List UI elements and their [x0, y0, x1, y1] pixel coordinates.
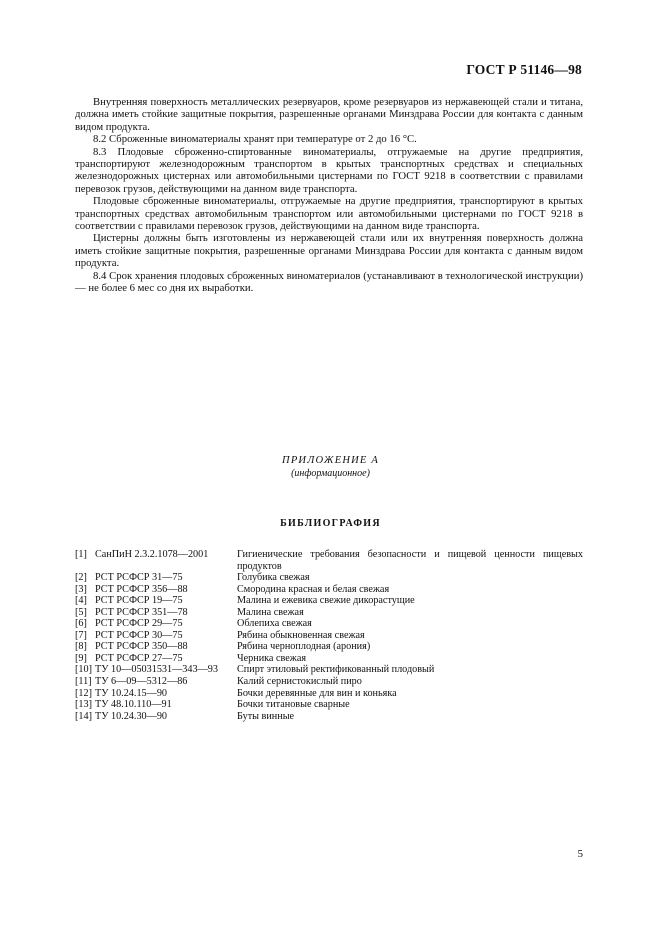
entry-title: Рябина обыкновенная свежая [237, 629, 365, 641]
entry-code: ТУ 48.10.110—91 [95, 699, 172, 711]
entry-title: Малина и ежевика свежие дикорастущие [237, 595, 415, 607]
entry-title: Рябина черноплодная (арония) [237, 641, 371, 653]
entry-title: Бочки деревянные для вин и коньяка [237, 687, 397, 699]
entry-title: Голубика свежая [237, 572, 310, 584]
entry-code: ТУ 10.24.30—90 [95, 710, 168, 722]
entry-number: [9] [75, 652, 87, 664]
bibliography-entry [75, 630, 583, 642]
appendix-subtitle: (информационное) [291, 468, 370, 479]
appendix-heading [0, 455, 661, 479]
entry-code: РСТ РСФСР 351—78 [95, 606, 188, 618]
entry-number: [2] [75, 572, 87, 584]
entry-code: ТУ 10.24.15—90 [95, 687, 168, 699]
paragraph: 8.4 Срок хранения плодовых сброженных виноматериалов (устанавливают в технологической инструкции) — не более 6 мес со дня их выработки. [75, 269, 583, 295]
appendix-title: ПРИЛОЖЕНИЕ А [282, 455, 379, 466]
entry-code: РСТ РСФСР 350—88 [95, 641, 188, 653]
paragraph: Цистерны должны быть изготовлены из нержавеющей стали или их внутренняя поверхность должна иметь стойкие защитные покрытия, разрешенные органами Минздрава России для контакта с данным видом продукта. [75, 232, 583, 270]
bibliography-heading: БИБЛИОГРАФИЯ [280, 518, 381, 529]
bibliography-entry [75, 607, 583, 619]
entry-title: Черника свежая [237, 652, 307, 664]
paragraph: 8.2 Сброженные виноматериалы хранят при температуре от 2 до 16 °С. [93, 133, 417, 146]
entry-number: [11] [75, 676, 92, 688]
entry-number: [1] [75, 549, 87, 560]
bibliography-entry [75, 664, 583, 676]
entry-title: Гигиенические требования безопасности и пищевой ценности пищевых продуктов [237, 549, 583, 572]
entry-number: [6] [75, 618, 87, 630]
entry-title: Смородина красная и белая свежая [237, 583, 390, 595]
bibliography-entry [75, 549, 583, 572]
bibliography-entry [75, 595, 583, 607]
entry-code: РСТ РСФСР 31—75 [95, 572, 183, 584]
entry-code: РСТ РСФСР 27—75 [95, 652, 183, 664]
bibliography-entry [75, 641, 583, 653]
paragraph: 8.3 Плодовые сброженно-спиртованные виноматериалы, отгружаемые на другие предприятия, транспортируют железнодорожным транспортом в крытых транспортных средствах и специальных железнодорожных цистернах или автомобильными цистернами по ГОСТ 9218 в соответствии с правилами перевозок грузов, действующими на данном виде транспорта. [75, 145, 583, 195]
entry-code: РСТ РСФСР 356—88 [95, 583, 188, 595]
bibliography-entry [75, 676, 583, 688]
bibliography-entry [75, 711, 583, 723]
bibliography-entry [75, 572, 583, 584]
bibliography-list [75, 549, 583, 722]
entry-number: [4] [75, 595, 87, 607]
entry-number: [8] [75, 641, 87, 653]
document-code-header: ГОСТ Р 51146—98 [466, 62, 582, 77]
entry-title: Буты винные [237, 710, 295, 722]
paragraph: Плодовые сброженные виноматериалы, отгружаемые на другие предприятия, транспортируют в крытых транспортных средствах автомобильным транспортом или автомобильными цистернами по ГОСТ 9218 в соответствии с правилами перевозок грузов, действующими на данном виде транспорта. [75, 195, 583, 233]
entry-code: ТУ 10—05031531—343—93 [95, 664, 218, 676]
bibliography-entry [75, 618, 583, 630]
entry-code: СанПиН 2.3.2.1078—2001 [95, 549, 209, 560]
entry-title: Малина свежая [237, 606, 304, 618]
paragraph: Внутренняя поверхность металлических резервуаров, кроме резервуаров из нержавеющей стали и титана, должна иметь стойкие защитные покрытия, разрешенные органами Минздрава России для контакта с данным видом продукта. [75, 96, 583, 133]
entry-title: Спирт этиловый ректификованный плодовый [237, 664, 435, 676]
entry-number: [7] [75, 629, 87, 641]
bibliography-entry [75, 688, 583, 700]
entry-code: РСТ РСФСР 30—75 [95, 629, 183, 641]
entry-title: Калий сернистокислый пиро [237, 676, 362, 688]
bibliography-entry [75, 584, 583, 596]
entry-code: РСТ РСФСР 19—75 [95, 595, 183, 607]
entry-number: [13] [75, 699, 92, 711]
page-number: 5 [577, 848, 583, 860]
entry-title: Облепиха свежая [237, 618, 312, 630]
entry-code: РСТ РСФСР 29—75 [95, 618, 183, 630]
entry-number: [5] [75, 606, 87, 618]
entry-number: [14] [75, 710, 92, 722]
entry-title: Бочки титановые сварные [237, 699, 350, 711]
section-8-text [75, 96, 583, 295]
entry-number: [10] [75, 664, 92, 676]
entry-code: ТУ 6—09—5312—86 [95, 676, 188, 688]
bibliography-entry [75, 699, 583, 711]
entry-number: [3] [75, 583, 87, 595]
entry-number: [12] [75, 687, 92, 699]
bibliography-entry [75, 653, 583, 665]
